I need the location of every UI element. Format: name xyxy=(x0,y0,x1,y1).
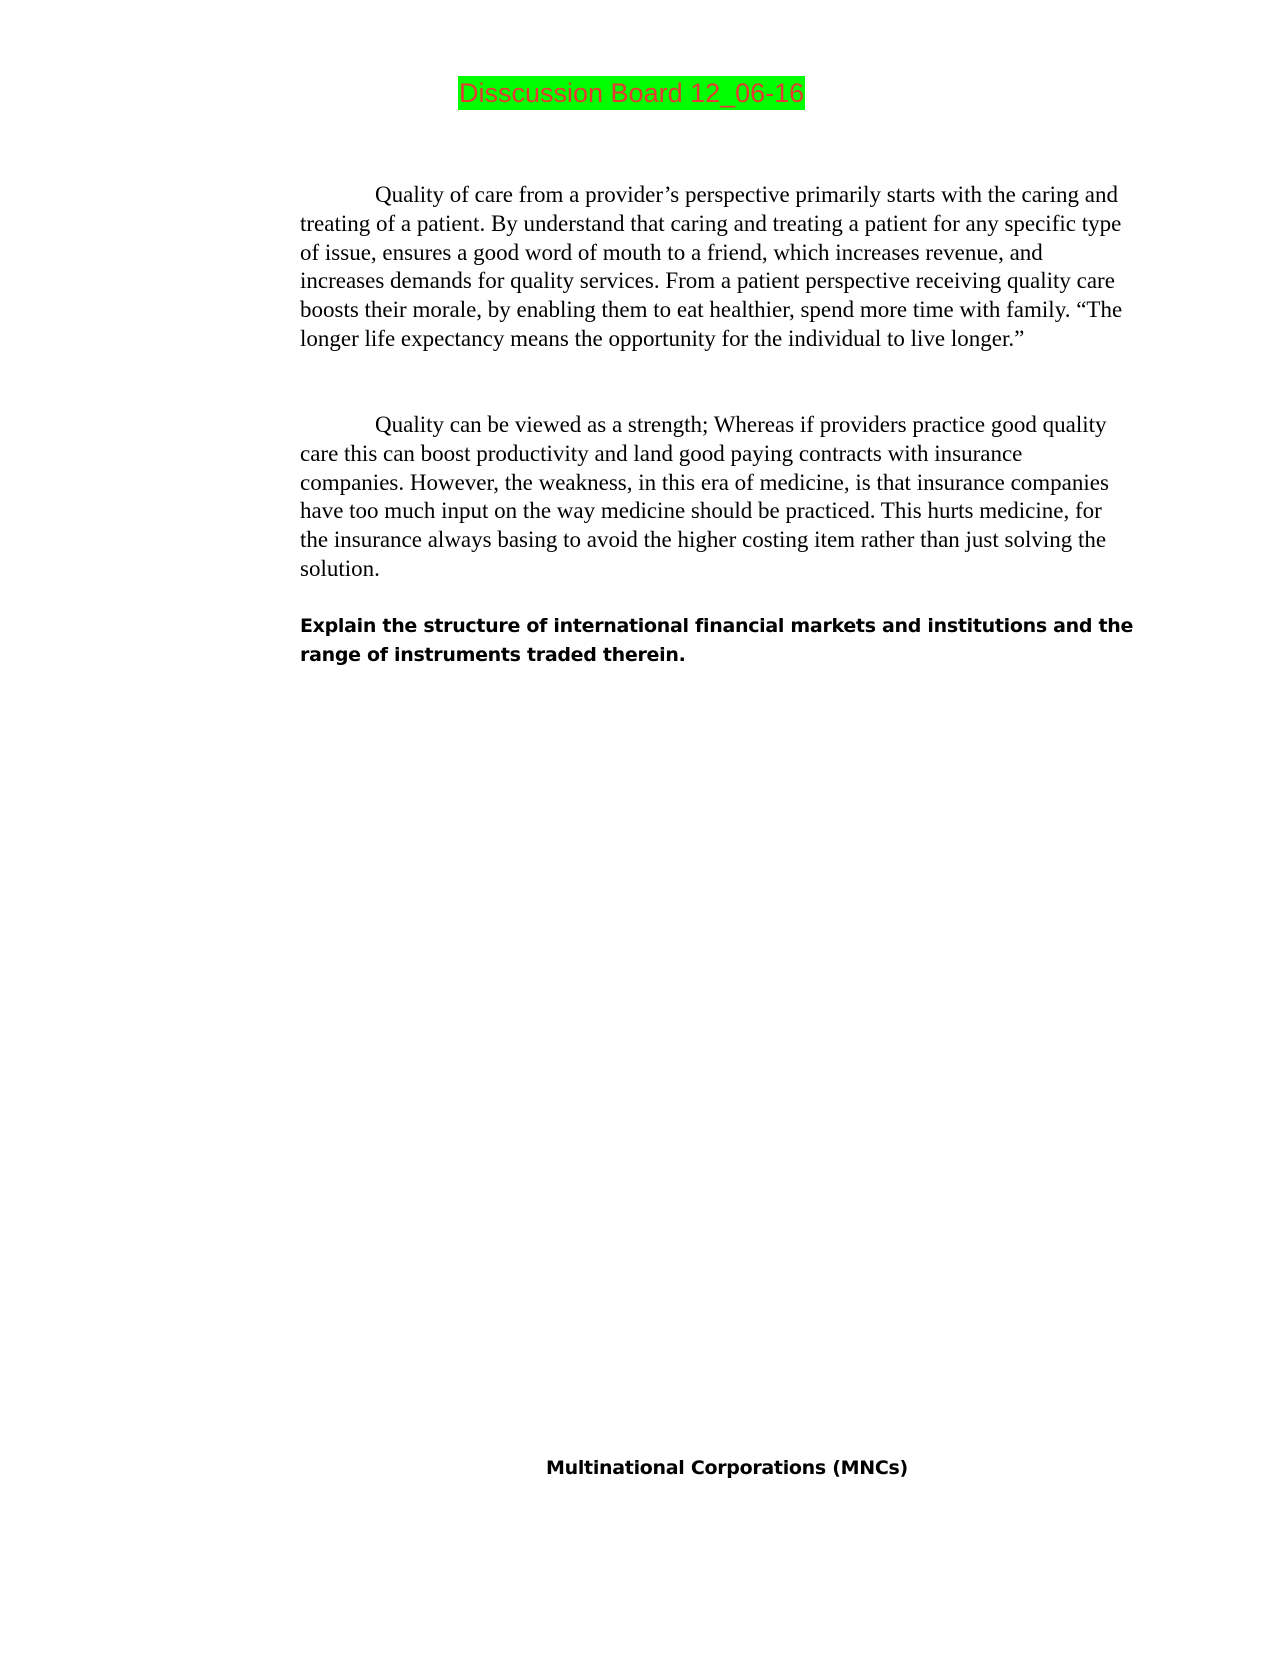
document-title: Disscussion Board 12_06-16 xyxy=(459,78,805,108)
paragraph-text: Quality of care from a provider’s perspective primarily starts with the caring and treating of a patient. By understand that caring and treating a patient for any specific type of issue, ensures a good word of mouth to a friend, which increases revenue, and increases demands for quality services. From a patient perspective receiving quality care boosts their morale, by enabling them to eat healthier, spend more time with family. “The longer life expectancy means the opportunity for the individual to live longer.” xyxy=(300,182,1123,351)
section-heading: Multinational Corporations (MNCs) xyxy=(546,1457,908,1479)
body-paragraph-quality-strength xyxy=(300,411,1132,584)
paragraph-text: Quality can be viewed as a strength; Whereas if providers practice good quality care this can boost productivity and land good paying contracts with insurance companies. However, the weakness, in this era of medicine, is that insurance companies have too much input on the way medicine should be practiced. This hurts medicine, for the insurance always basing to avoid the higher costing item rather than just solving the solution. xyxy=(300,412,1109,581)
body-paragraph-quality-of-care xyxy=(300,181,1132,354)
question-heading: Explain the structure of international financial markets and institutions and the range of instruments traded therein. xyxy=(300,615,1134,666)
